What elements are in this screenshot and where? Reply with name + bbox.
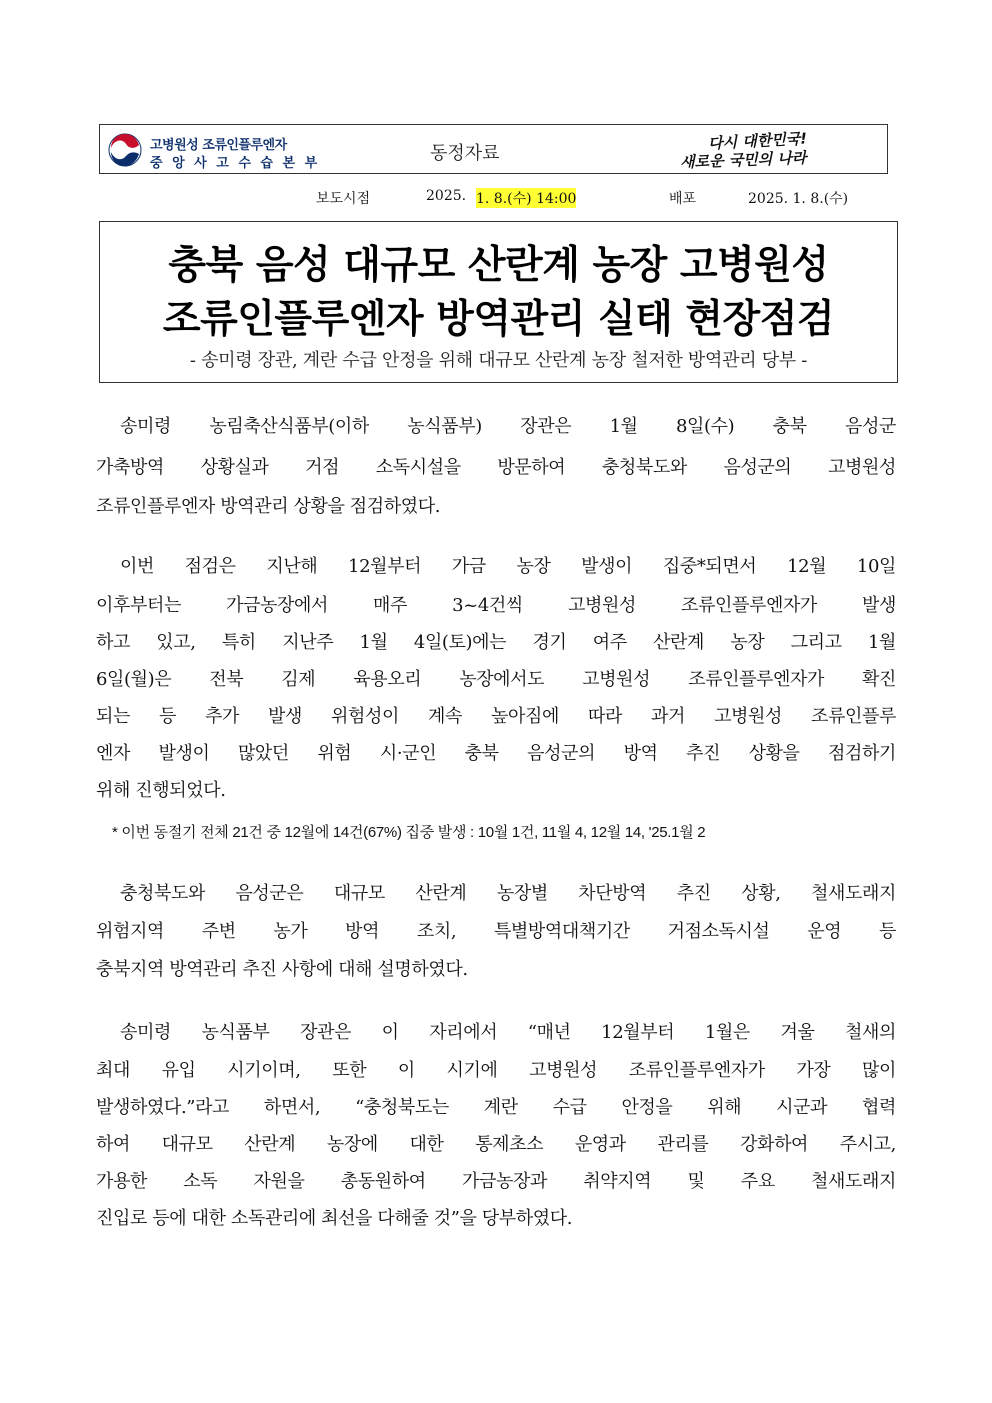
release-date-prefix: 2025. <box>426 188 467 204</box>
ministry-logo <box>108 131 346 169</box>
paragraph-4-line-3: 발생하였다.”라고 하면서, “충청북도는 계란 수급 안정을 위해 시군과 협력 <box>96 1097 896 1118</box>
paragraph-3-line-2: 위험지역 주변 농가 방역 조치, 특별방역대책기간 거점소독시설 운영 등 <box>96 921 896 942</box>
distribution-date: 2025. 1. 8.(수) <box>748 191 849 207</box>
paragraph-2-line-4: 6일(월)은 전북 김제 육용오리 농장에서도 고병원성 조류인플루엔자가 확진 <box>96 669 896 690</box>
paragraph-4-line-6: 진입로 등에 대한 소독관리에 최선을 다해줄 것”을 당부하였다. <box>96 1208 573 1229</box>
document-type: 동정자료 <box>430 143 500 164</box>
paragraph-4-line-4: 하여 대규모 산란계 농장에 대한 통제초소 운영과 관리를 강화하여 주시고, <box>96 1134 896 1155</box>
paragraph-2-line-7: 위해 진행되었다. <box>96 780 226 801</box>
paragraph-2-line-6: 엔자 발생이 많았던 위험 시·군인 충북 음성군의 방역 추진 상황을 점검하기 <box>96 743 896 764</box>
paragraph-4-line-2: 최대 유입 시기이며, 또한 이 시기에 고병원성 조류인플루엔자가 가장 많이 <box>96 1060 896 1081</box>
logo-org-line2: 중 앙 사 고 수 습 본 부 <box>150 156 320 171</box>
release-date-highlight: 1. 8.(수) 14:00 <box>476 188 576 208</box>
logo-org-line1: 고병원성 조류인플루엔자 <box>150 138 287 153</box>
paragraph-3-line-1: 충청북도와 음성군은 대규모 산란계 농장별 차단방역 추진 상황, 철새도래지 <box>120 883 896 904</box>
paragraph-1-line-2: 가축방역 상황실과 거점 소독시설을 방문하여 충청북도와 음성군의 고병원성 <box>96 457 896 478</box>
distribution-label: 배포 <box>669 191 697 207</box>
paragraph-2-line-5: 되는 등 추가 발생 위험성이 계속 높아짐에 따라 과거 고병원성 조류인플루 <box>96 706 896 727</box>
release-time-label: 보도시점 <box>316 191 371 207</box>
paragraph-4-line-1: 송미령 농식품부 장관은 이 자리에서 “매년 12월부터 1월은 겨울 철새의 <box>120 1022 896 1043</box>
slogan-line2: 새로운 국민의 나라 <box>679 148 807 172</box>
slogan-line1: 다시 대한민국! <box>707 129 808 153</box>
footnote: * 이번 동절기 전체 21건 중 12월에 14건(67%) 집중 발생 : 10월 1건, 11월 4, 12월 14, '25.1월 2 <box>112 824 706 841</box>
paragraph-2-line-2: 이후부터는 가금농장에서 매주 3~4건씩 고병원성 조류인플루엔자가 발생 <box>96 595 896 616</box>
paragraph-3-line-3: 충북지역 방역관리 추진 사항에 대해 설명하였다. <box>96 959 468 980</box>
subtitle: - 송미령 장관, 계란 수급 안정을 위해 대규모 산란계 농장 철저한 방역관리 당부 - <box>189 350 808 371</box>
title-line-1: 충북 음성 대규모 산란계 농장 고병원성 <box>168 243 829 288</box>
title-box <box>99 221 898 383</box>
paragraph-1-line-3: 조류인플루엔자 방역관리 상황을 점검하였다. <box>96 496 441 517</box>
title-line-2: 조류인플루엔자 방역관리 실태 현장점검 <box>162 297 835 342</box>
slogan-handwriting <box>668 130 880 170</box>
taegeuk-emblem-icon <box>108 133 142 167</box>
paragraph-2-line-3: 하고 있고, 특히 지난주 1월 4일(토)에는 경기 여주 산란계 농장 그리고 1월 <box>96 632 896 653</box>
header-box <box>99 124 888 174</box>
paragraph-2-line-1: 이번 점검은 지난해 12월부터 가금 농장 발생이 집중*되면서 12월 10일 <box>120 556 896 577</box>
paragraph-1-line-1: 송미령 농림축산식품부(이하 농식품부) 장관은 1월 8일(수) 충북 음성군 <box>120 416 896 437</box>
paragraph-4-line-5: 가용한 소독 자원을 총동원하여 가금농장과 취약지역 및 주요 철새도래지 <box>96 1171 896 1192</box>
